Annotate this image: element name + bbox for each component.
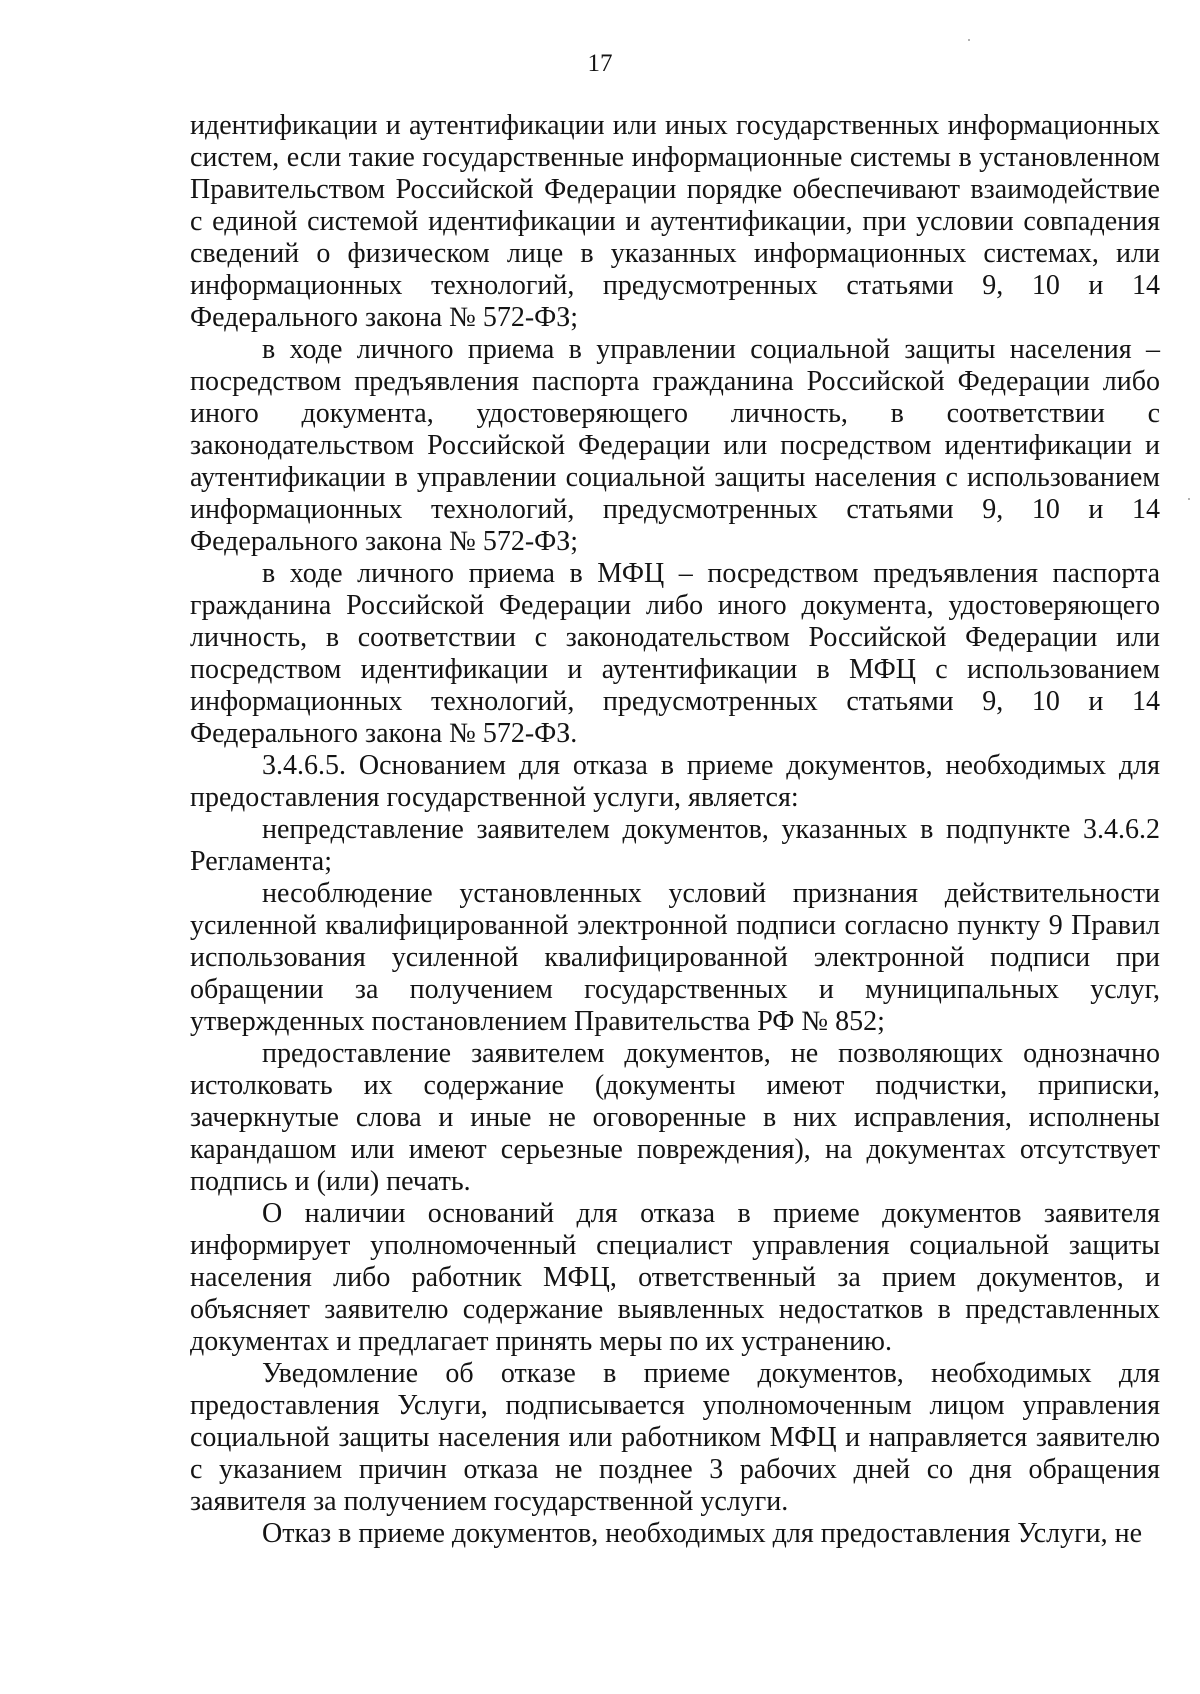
document-body bbox=[190, 110, 1160, 1550]
paragraph: в ходе личного приема в МФЦ – посредством предъявления паспорта гражданина Российской Федерации либо иного документа, удостоверяющего личность, в соответствии с законодательством Российской Федерации или посредством идентификации и аутентификации в МФЦ с использованием информационных технологий, предусмотренных статьями 9, 10 и 14 Федерального закона № 572-ФЗ. bbox=[190, 558, 1160, 749]
paragraph: предоставление заявителем документов, не позволяющих однозначно истолковать их содержание (документы имеют подчистки, приписки, зачеркнутые слова и иные не оговоренные в них исправления, исполнены карандашом или имеют серьезные повреждения), на документах отсутствует подпись и (или) печать. bbox=[190, 1038, 1160, 1197]
paragraph: несоблюдение установленных условий признания действительности усиленной квалифицированной электронной подписи согласно пункту 9 Правил использования усиленной квалифицированной электронной подписи при обращении за получением государственных и муниципальных услуг, утвержденных постановлением Правительства РФ № 852; bbox=[190, 878, 1160, 1037]
paragraph: непредставление заявителем документов, указанных в подпункте 3.4.6.2 Регламента; bbox=[190, 814, 1160, 877]
paragraph: 3.4.6.5. Основанием для отказа в приеме документов, необходимых для предоставления государственной услуги, является: bbox=[190, 750, 1160, 813]
scan-speck bbox=[1188, 498, 1190, 500]
scan-speck bbox=[968, 39, 970, 41]
paragraph: О наличии оснований для отказа в приеме документов заявителя информирует уполномоченный специалист управления социальной защиты населения либо работник МФЦ, ответственный за прием документов, и объясняет заявителю содержание выявленных недостатков в представленных документах и предлагает принять меры по их устранению. bbox=[190, 1198, 1160, 1357]
paragraph: в ходе личного приема в управлении социальной защиты населения – посредством предъявления паспорта гражданина Российской Федерации либо иного документа, удостоверяющего личность, в соответствии с законодательством Российской Федерации или посредством идентификации и аутентификации в управлении социальной защиты населения с использованием информационных технологий, предусмотренных статьями 9, 10 и 14 Федерального закона № 572-ФЗ; bbox=[190, 334, 1160, 557]
paragraph: Отказ в приеме документов, необходимых для предоставления Услуги, не bbox=[262, 1518, 1143, 1549]
paragraph: идентификации и аутентификации или иных государственных информационных систем, если такие государственные информационные системы в установленном Правительством Российской Федерации порядке обеспечивают взаимодействие с единой системой идентификации и аутентификации, при условии совпадения сведений о физическом лице в указанных информационных системах, или информационных технологий, предусмотренных статьями 9, 10 и 14 Федерального закона № 572-ФЗ; bbox=[190, 110, 1160, 333]
paragraph: Уведомление об отказе в приеме документов, необходимых для предоставления Услуги, подписывается уполномоченным лицом управления социальной защиты населения или работником МФЦ и направляется заявителю с указанием причин отказа не позднее 3 рабочих дней со дня обращения заявителя за получением государственной услуги. bbox=[190, 1358, 1160, 1517]
page-number: 17 bbox=[587, 50, 613, 77]
